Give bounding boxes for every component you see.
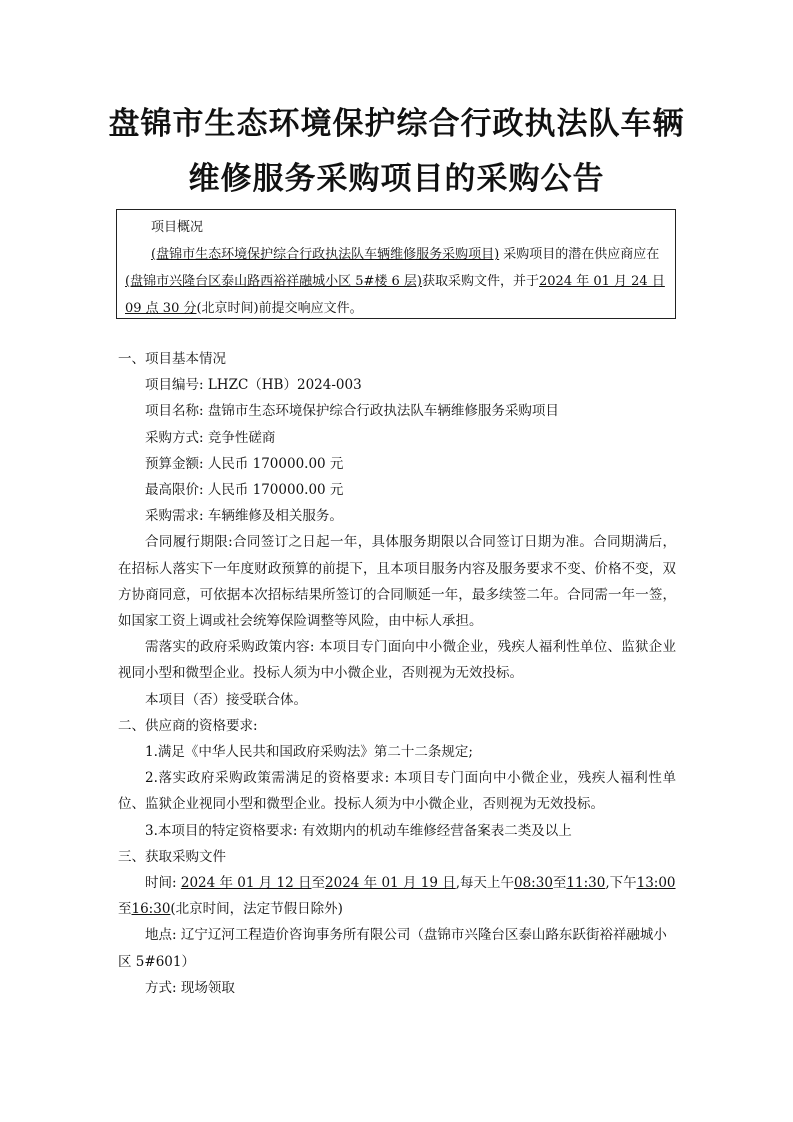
budget-amount: 预算金额: 人民币 170000.00 元 <box>145 455 344 472</box>
announcement-body <box>118 346 676 1001</box>
to-1: 至 <box>311 875 326 892</box>
requirement-1: 1.满足《中华人民共和国政府采购法》第二十二条规定; <box>145 744 473 761</box>
date-start: 2024 年 01 月 12 日 <box>180 875 312 892</box>
to-2: 至 <box>552 875 567 892</box>
am-text: ,每天上午 <box>455 875 514 892</box>
max-price: 最高限价: 人民币 170000.00 元 <box>145 482 344 499</box>
requirement-3: 3.本项目的特定资格要求: 有效期内的机动车维修经营备案表二类及以上 <box>145 822 572 839</box>
overview-text-c: (北京时间)前提交响应文件。 <box>196 301 363 316</box>
overview-text-b: 获取采购文件，并于 <box>421 274 539 289</box>
overview-deadline: 2024 年 01 月 24 日 09 点 30 分 <box>125 274 665 316</box>
requirement-2: 2.落实政府采购政策需满足的资格要求: 本项目专门面向中小微企业，残疾人福利性单位、监狱企业视同小型和微型企业。投标人须为中小微企业，否则视为无效投标。 <box>118 770 676 813</box>
section1-heading: 一、项目基本情况 <box>118 351 226 367</box>
date-end: 2024 年 01 月 19 日 <box>325 875 456 892</box>
consortium-note: 本项目（否）接受联合体。 <box>145 691 307 708</box>
acquisition-mode: 方式: 现场领取 <box>145 979 235 996</box>
pm-text: ,下午 <box>605 875 637 892</box>
project-overview-box <box>116 209 676 319</box>
pm-end: 16:30 <box>131 901 171 918</box>
pm-start: 13:00 <box>636 875 676 892</box>
page-title-line1: 盘锦市生态环境保护综合行政执法队车辆 <box>108 106 685 142</box>
to-3: 至 <box>118 901 132 918</box>
section2-heading: 二、供应商的资格要求: <box>118 717 258 734</box>
acquisition-place: 地点: 辽宁辽河工程造价咨询事务所有限公司（盘锦市兴隆台区泰山路东跃街裕祥融城小区 5#601） <box>118 927 667 970</box>
overview-text-a: 采购项目的潜在供应商应在 <box>503 247 660 262</box>
policy-content: 需落实的政府采购政策内容: 本项目专门面向中小微企业，残疾人福利性单位、监狱企业视同小型和微型企业。投标人须为中小微企业，否则视为无效投标。 <box>118 639 676 682</box>
overview-location: (盘锦市兴隆台区泰山路西裕祥融城小区 5#楼 6 层) <box>125 274 422 289</box>
page-title-line2: 维修服务采购项目的采购公告 <box>188 161 605 197</box>
section3-heading: 三、获取采购文件 <box>118 848 226 865</box>
project-number: 项目编号: LHZC（HB）2024-003 <box>145 377 362 394</box>
time-note: (北京时间，法定节假日除外) <box>170 901 343 918</box>
overview-project-name: (盘锦市生态环境保护综合行政执法队车辆维修服务采购项目) <box>151 247 500 262</box>
am-start: 08:30 <box>514 875 553 892</box>
overview-heading: 项目概况 <box>151 220 204 235</box>
procurement-demand: 采购需求: 车辆维修及相关服务。 <box>145 508 343 525</box>
project-name: 项目名称: 盘锦市生态环境保护综合行政执法队车辆维修服务采购项目 <box>145 403 559 420</box>
acquisition-time <box>118 870 676 922</box>
procurement-method: 采购方式: 竞争性磋商 <box>145 429 276 446</box>
overview-body <box>125 241 667 322</box>
time-label: 时间: <box>145 875 177 892</box>
am-end: 11:30 <box>566 875 606 892</box>
contract-term: 合同履行期限:合同签订之日起一年，具体服务期限以合同签订日期为准。合同期满后，在招标人落实下一年度财政预算的前提下，且本项目服务内容及服务要求不变、价格不变，双方协商同意，可依据本次招标结果所签订的合同顺延一年，最多续签二年。合同需一年一签，如国家工资上调或社会统筹保险调整等风险，由中标人承担。 <box>118 534 676 630</box>
